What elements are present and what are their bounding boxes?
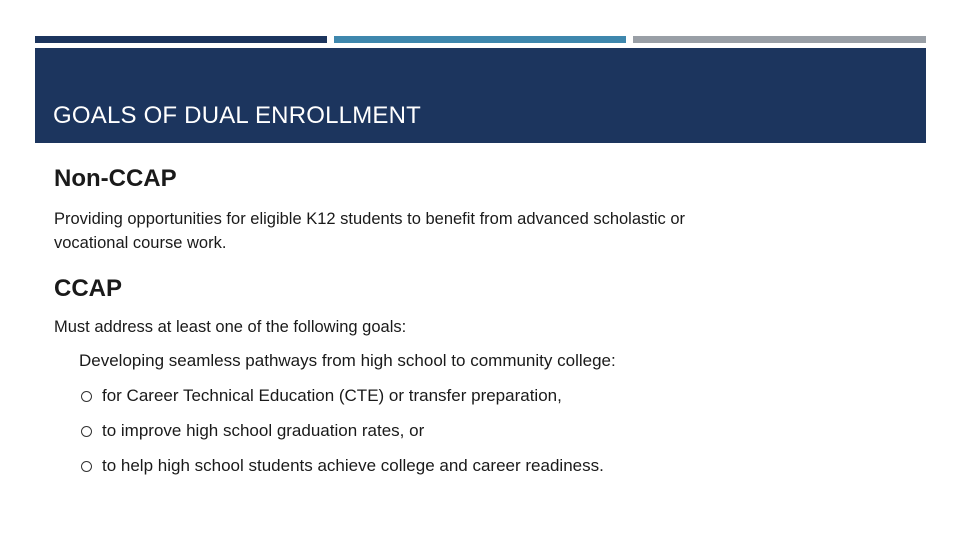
accent-bar-navy	[35, 36, 327, 43]
sub-intro-pathways: Developing seamless pathways from high school to community college:	[79, 351, 616, 370]
ring-bullet-icon	[81, 461, 92, 472]
section-heading-ccap: CCAP	[54, 275, 123, 302]
goal-list	[54, 384, 914, 478]
ring-bullet-icon	[81, 426, 92, 437]
slide-title: GOALS OF DUAL ENROLLMENT	[53, 102, 421, 129]
title-band	[35, 48, 926, 143]
accent-bar-gray	[633, 36, 926, 43]
list-item	[81, 454, 914, 478]
slide-content	[54, 163, 914, 478]
list-item-text: to help high school students achieve college and career readiness.	[102, 456, 604, 475]
list-item-text: for Career Technical Education (CTE) or transfer preparation,	[102, 386, 562, 405]
list-item-text: to improve high school graduation rates, or	[102, 421, 425, 440]
body-line-1: Providing opportunities for eligible K12 students to benefit from advanced scholastic or	[54, 210, 686, 228]
list-item	[81, 419, 914, 443]
ring-bullet-icon	[81, 391, 92, 402]
section-intro-ccap: Must address at least one of the following goals:	[54, 318, 407, 336]
section-body-non-ccap	[54, 207, 914, 255]
accent-bar-blue	[334, 36, 626, 43]
list-item	[81, 384, 914, 408]
section-heading-non-ccap: Non-CCAP	[54, 165, 177, 192]
body-line-2: vocational course work.	[54, 234, 227, 252]
